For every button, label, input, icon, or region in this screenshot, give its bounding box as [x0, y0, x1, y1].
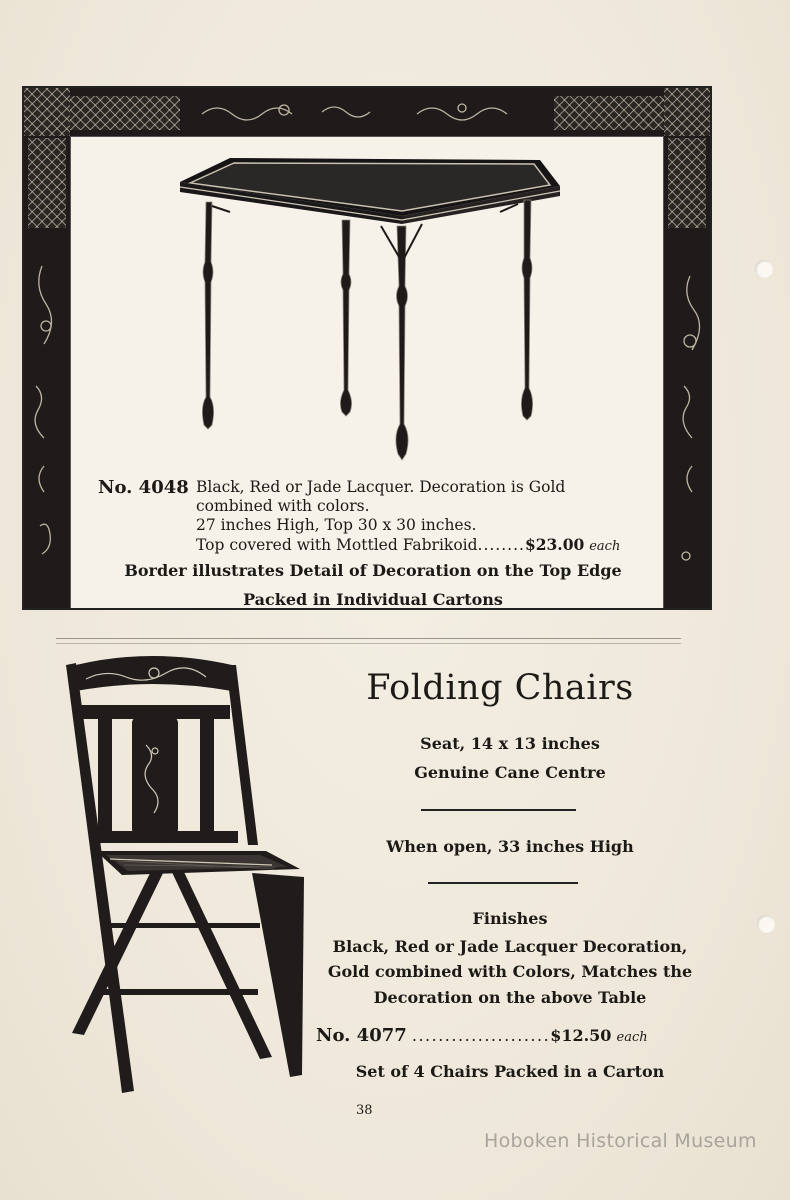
finishes-heading: Finishes — [472, 909, 548, 928]
punch-hole — [757, 915, 775, 933]
table-model-number: No. 4048 — [98, 477, 189, 498]
finishes-line: Gold combined with Colors, Matches the — [327, 962, 693, 981]
chair-seat-size: Seat, 14 x 13 inches — [420, 734, 600, 753]
finishes-line: Decoration on the above Table — [373, 988, 647, 1007]
museum-watermark: Hoboken Historical Museum — [484, 1130, 757, 1152]
punch-hole — [755, 260, 773, 278]
chair-open-height: When open, 33 inches High — [386, 837, 634, 856]
chair-price-leader: ..................... — [411, 1026, 551, 1045]
table-packing-note: Packed in Individual Cartons — [243, 590, 503, 609]
table-price-row — [196, 535, 656, 556]
table-description — [196, 478, 656, 556]
short-divider — [421, 809, 576, 811]
finishes-line: Black, Red or Jade Lacquer Decoration, — [332, 937, 688, 956]
card-table-illustration — [170, 150, 590, 480]
chair-price-row — [316, 1025, 696, 1046]
chair-price-unit: each — [616, 1030, 648, 1045]
table-price-leader: ........ — [477, 536, 525, 554]
page-number: 38 — [356, 1103, 373, 1118]
table-desc-line: Black, Red or Jade Lacquer. Decoration is Gold — [196, 478, 566, 496]
chair-cane-centre: Genuine Cane Centre — [414, 763, 606, 782]
table-desc-line: combined with colors. — [196, 497, 370, 515]
short-divider — [428, 882, 578, 884]
table-desc-line: 27 inches High, Top 30 x 30 inches. — [196, 516, 477, 534]
border-note: Border illustrates Detail of Decoration on the Top Edge — [124, 561, 622, 580]
table-price-unit: each — [589, 539, 621, 554]
chairs-title: Folding Chairs — [366, 668, 634, 708]
chair-packing-note: Set of 4 Chairs Packed in a Carton — [355, 1062, 665, 1081]
section-divider — [56, 638, 681, 644]
table-price-label: Top covered with Mottled Fabrikoid — [196, 536, 478, 554]
table-price: $23.00 — [524, 535, 585, 554]
chair-model-number: No. 4077 — [316, 1025, 407, 1046]
folding-chair-illustration — [62, 655, 312, 1095]
chair-price: $12.50 — [550, 1026, 612, 1045]
